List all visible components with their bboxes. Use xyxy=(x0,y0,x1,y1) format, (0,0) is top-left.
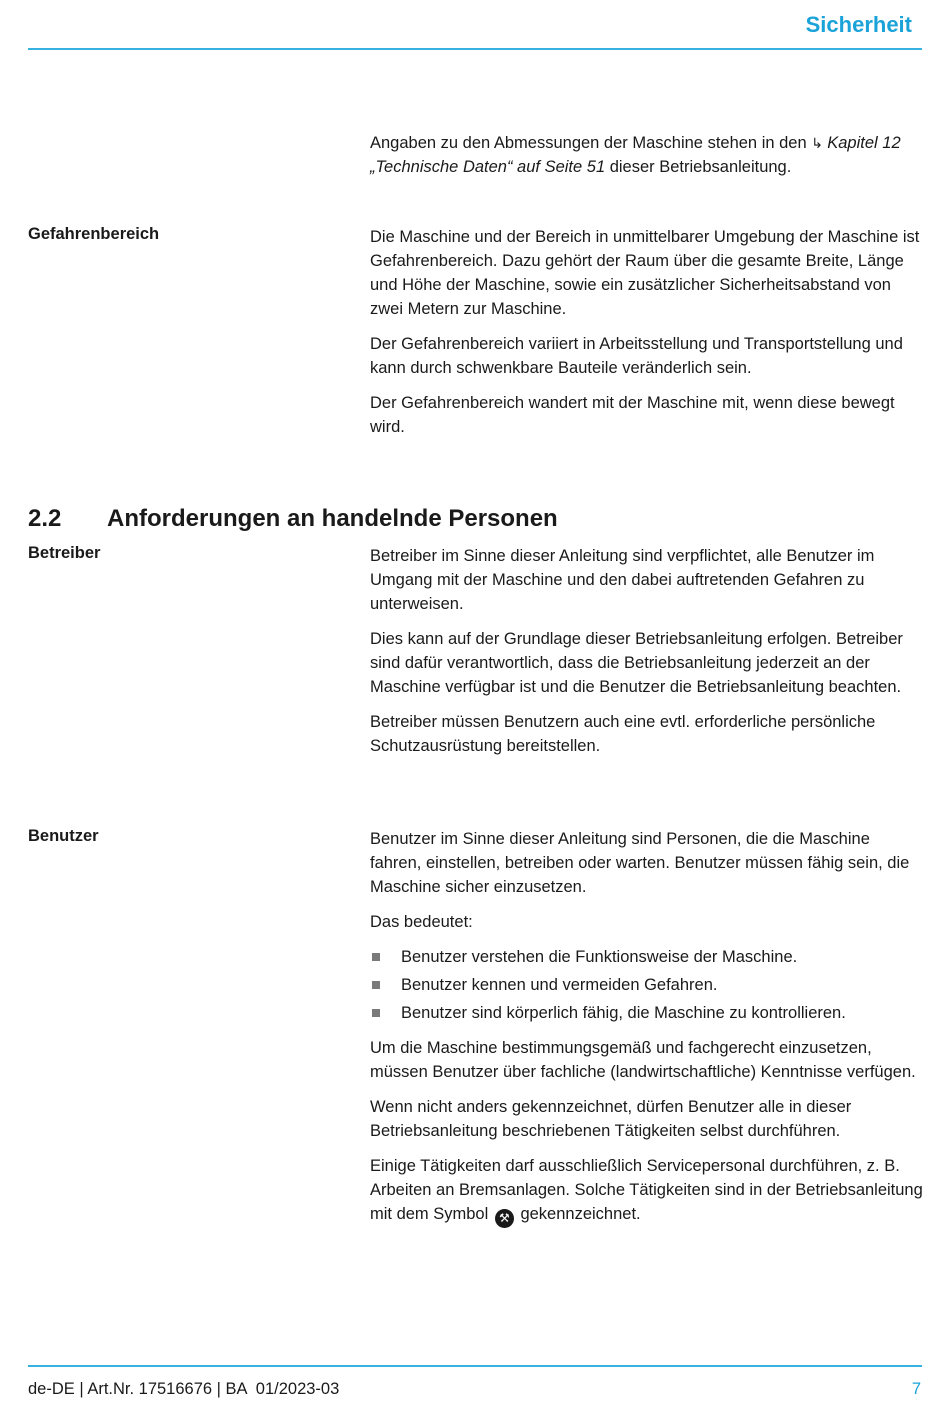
paragraph: Um die Maschine bestimmungsgemäß und fachgerecht einzusetzen, müssen Benutzer über fachliche (landwirtschaftliche) Kenntnisse verfügen. xyxy=(370,1039,916,1081)
list-item xyxy=(370,1001,925,1025)
footer-page-number: 7 xyxy=(911,1380,921,1398)
service-wrench-icon: ⚒ xyxy=(495,1209,514,1228)
paragraph: Benutzer im Sinne dieser Anleitung sind Personen, die die Maschine fahren, einstellen, betreiben oder warten. Benutzer müssen fähig sein, die Maschine sicher einzusetzen. xyxy=(370,830,910,896)
intro-text-after: dieser Betriebsanleitung. xyxy=(605,158,792,176)
list-item-text: Benutzer kennen und vermeiden Gefahren. xyxy=(401,976,718,994)
side-label-benutzer: Benutzer xyxy=(28,827,99,845)
list-item-text: Benutzer verstehen die Funktionsweise der Maschine. xyxy=(401,948,798,966)
paragraph: Das bedeutet: xyxy=(370,913,473,931)
paragraph: Wenn nicht anders gekennzeichnet, dürfen Benutzer alle in dieser Betriebsanleitung beschriebenen Tätigkeiten selbst durchführen. xyxy=(370,1098,852,1140)
footer-document-info: de-DE | Art.Nr. 17516676 | BA 01/2023-03 xyxy=(28,1380,340,1398)
betreiber-text xyxy=(370,544,925,769)
service-text-before: Einige Tätigkeiten darf ausschließlich Servicepersonal durchführen, z. B. Arbeiten an Bremsanlagen. Solche Tätigkeiten sind in der Betriebsanleitung mit dem Symbol xyxy=(370,1157,923,1223)
service-text-after: gekennzeichnet. xyxy=(515,1205,641,1223)
chapter-reference-text: Kapitel 12 „Technische Daten“ auf Seite 51 xyxy=(370,134,901,176)
paragraph: Die Maschine und der Bereich in unmittelbarer Umgebung der Maschine ist Gefahrenbereich. Dazu gehört der Raum über die gesamte Breite, Länge und Höhe der Maschine, sowie ein zusätzlicher Sicherheitsabstand von zwei Metern zur Maschine. xyxy=(370,228,920,318)
requirements-list xyxy=(370,945,925,1025)
paragraph: Der Gefahrenbereich wandert mit der Maschine mit, wenn diese bewegt wird. xyxy=(370,394,895,436)
list-item xyxy=(370,973,925,997)
intro-text xyxy=(370,131,925,190)
intro-text-before: Angaben zu den Abmessungen der Maschine stehen in den xyxy=(370,134,812,152)
paragraph: Betreiber im Sinne dieser Anleitung sind verpflichtet, alle Benutzer im Umgang mit der Maschine und den dabei auftretenden Gefahren zu unterweisen. xyxy=(370,547,875,613)
paragraph: Der Gefahrenbereich variiert in Arbeitsstellung und Transportstellung und kann durch schwenkbare Bauteile veränderlich sein. xyxy=(370,335,903,377)
list-item xyxy=(370,945,925,969)
reference-arrow-icon: ↳ xyxy=(811,135,823,151)
section-title: Anforderungen an handelnde Personen xyxy=(107,505,558,532)
paragraph: Betreiber müssen Benutzern auch eine evtl. erforderliche persönliche Schutzausrüstung bereitstellen. xyxy=(370,713,876,755)
paragraph xyxy=(370,1154,925,1228)
gefahrenbereich-text xyxy=(370,225,925,450)
bullet-square-icon xyxy=(372,953,380,961)
section-number: 2.2 xyxy=(28,505,62,532)
page-header-title: Sicherheit xyxy=(805,12,912,37)
bullet-square-icon xyxy=(372,1009,380,1017)
header-rule xyxy=(28,48,922,50)
section-heading xyxy=(28,505,558,533)
benutzer-text xyxy=(370,827,925,1239)
paragraph: Dies kann auf der Grundlage dieser Betriebsanleitung erfolgen. Betreiber sind dafür verantwortlich, dass die Betriebsanleitung jederzeit an der Maschine verfügbar ist und die Benutzer die Betriebsanleitung beachten. xyxy=(370,630,903,696)
side-label-betreiber: Betreiber xyxy=(28,544,101,562)
side-label-gefahrenbereich: Gefahrenbereich xyxy=(28,225,160,243)
list-item-text: Benutzer sind körperlich fähig, die Maschine zu kontrollieren. xyxy=(401,1004,846,1022)
bullet-square-icon xyxy=(372,981,380,989)
footer-rule xyxy=(28,1365,922,1367)
